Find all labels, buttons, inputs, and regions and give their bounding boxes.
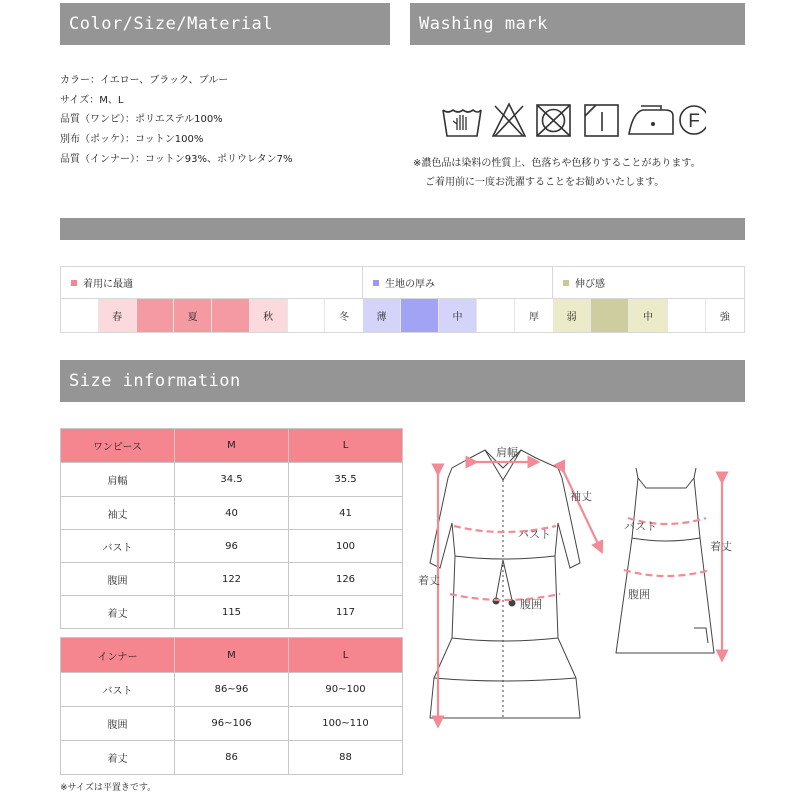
row-value-l: 126 [289, 563, 403, 596]
row-label: バスト [61, 530, 175, 563]
row-label: 腹囲 [61, 563, 175, 596]
row-value-m: 34.5 [175, 463, 289, 497]
size-note: ※サイズは平置きです。 [60, 783, 157, 793]
inner-length-label: 着丈 [710, 540, 732, 553]
dry-clean-f-icon [680, 106, 706, 134]
stretch-cell: 弱 [553, 299, 591, 332]
stretch-cell: 強 [706, 299, 744, 332]
measurement-diagram [410, 438, 750, 738]
stretch-label: 伸び感 [575, 279, 605, 290]
row-value-m: 40 [175, 497, 289, 530]
row-value-l: 100~110 [289, 707, 403, 741]
thickness-marker [373, 280, 379, 286]
row-value-m: 86~96 [175, 673, 289, 707]
season-cell: 春 [99, 299, 137, 332]
length-label: 着丈 [418, 574, 440, 587]
spec-material-dress: 品質（ワンピ）：ポリエステル100% [60, 114, 223, 126]
season-cell [288, 299, 326, 332]
drip-dry-shade-icon [585, 105, 618, 136]
table-row [61, 673, 403, 707]
bust-label: バスト [518, 528, 551, 541]
rating-table [60, 266, 745, 333]
thickness-cell: 中 [439, 299, 477, 332]
season-cell [137, 299, 175, 332]
stretch-cell: 中 [629, 299, 667, 332]
dress-illustration [430, 450, 580, 718]
season-cell: 夏 [174, 299, 212, 332]
sleeve-line [562, 468, 600, 548]
inner-header-l: L [289, 638, 403, 673]
waist-line [450, 594, 560, 600]
season-cell: 秋 [250, 299, 288, 332]
season-cell [212, 299, 250, 332]
thickness-cell [477, 299, 515, 332]
color-size-material-header: Color/Size/Material [60, 3, 390, 45]
washing-note-line-2: ご着用前に一度お洗濯することをお勧めいたします。 [425, 176, 665, 188]
thickness-cell [401, 299, 439, 332]
inner-illustration [616, 468, 714, 653]
stretch-header [553, 267, 744, 299]
table-row [61, 596, 403, 629]
no-bleach-icon [493, 104, 525, 136]
washing-icons [441, 100, 706, 140]
inner-header-m: M [175, 638, 289, 673]
inner-header-item: インナー [61, 638, 175, 673]
hand-wash-icon [443, 110, 481, 136]
washing-note-line-1: ※濃色品は染料の性質上、色落ちや色移りすることがあります。 [413, 158, 701, 169]
no-tumble-dry-icon [537, 105, 570, 136]
shoulder-label: 肩幅 [496, 446, 518, 459]
row-label: 肩幅 [61, 463, 175, 497]
season-marker [71, 280, 77, 286]
inner-bust-label: バスト [624, 520, 657, 533]
spec-color: カラー：イエロー、ブラック、ブルー [60, 75, 229, 86]
thickness-cell: 厚 [515, 299, 553, 332]
spec-list [60, 71, 293, 170]
row-value-m: 122 [175, 563, 289, 596]
table-row [61, 707, 403, 741]
row-label: 袖丈 [61, 497, 175, 530]
season-header [61, 267, 363, 299]
season-cells [61, 299, 363, 332]
row-label: バスト [61, 673, 175, 707]
stretch-cell [668, 299, 706, 332]
inner-waist-line [624, 570, 710, 576]
rating-header-bar [60, 218, 745, 240]
sleeve-label: 袖丈 [570, 490, 592, 503]
spec-size: サイズ：M、L [60, 94, 124, 106]
inner-waist-label: 腹囲 [628, 588, 650, 601]
row-value-l: 117 [289, 596, 403, 629]
row-value-m: 96~106 [175, 707, 289, 741]
table-row [61, 741, 403, 775]
inner-size-table [60, 637, 403, 775]
inner-measurements [624, 478, 722, 656]
dress-labels [418, 445, 592, 611]
spec-material-pocket: 別布（ポッケ）：コットン100% [60, 134, 204, 146]
season-cell [61, 299, 99, 332]
washing-mark-header: Washing mark [410, 3, 745, 45]
svg-text:F: F [688, 111, 700, 132]
washing-note [413, 155, 701, 192]
iron-low-icon [629, 106, 673, 134]
row-value-l: 35.5 [289, 463, 403, 497]
dress-header-m: M [175, 429, 289, 463]
row-label: 着丈 [61, 741, 175, 775]
dress-size-table [60, 428, 403, 629]
inner-size-header-row [61, 638, 403, 673]
dress-header-l: L [289, 429, 403, 463]
row-value-m: 86 [175, 741, 289, 775]
table-row [61, 530, 403, 563]
inner-labels [624, 520, 732, 601]
spec-material-inner: 品質（インナー）：コットン93%、ポリウレタン7% [60, 153, 293, 165]
season-label: 着用に最適 [83, 279, 133, 290]
table-row [61, 563, 403, 596]
table-row [61, 463, 403, 497]
stretch-cells [553, 299, 744, 332]
row-value-l: 90~100 [289, 673, 403, 707]
dress-size-header-row [61, 429, 403, 463]
thickness-header [363, 267, 553, 299]
row-value-l: 100 [289, 530, 403, 563]
stretch-cell [591, 299, 629, 332]
row-value-m: 115 [175, 596, 289, 629]
season-cell: 冬 [325, 299, 363, 332]
row-value-m: 96 [175, 530, 289, 563]
row-value-l: 88 [289, 741, 403, 775]
thickness-label: 生地の厚み [385, 279, 435, 290]
table-row [61, 497, 403, 530]
thickness-cells [363, 299, 553, 332]
dress-header-item: ワンピース [61, 429, 175, 463]
row-value-l: 41 [289, 497, 403, 530]
thickness-cell: 薄 [363, 299, 401, 332]
row-label: 着丈 [61, 596, 175, 629]
stretch-marker [563, 280, 569, 286]
size-information-header: Size information [60, 360, 745, 402]
row-label: 腹囲 [61, 707, 175, 741]
waist-label: 腹囲 [520, 598, 542, 611]
